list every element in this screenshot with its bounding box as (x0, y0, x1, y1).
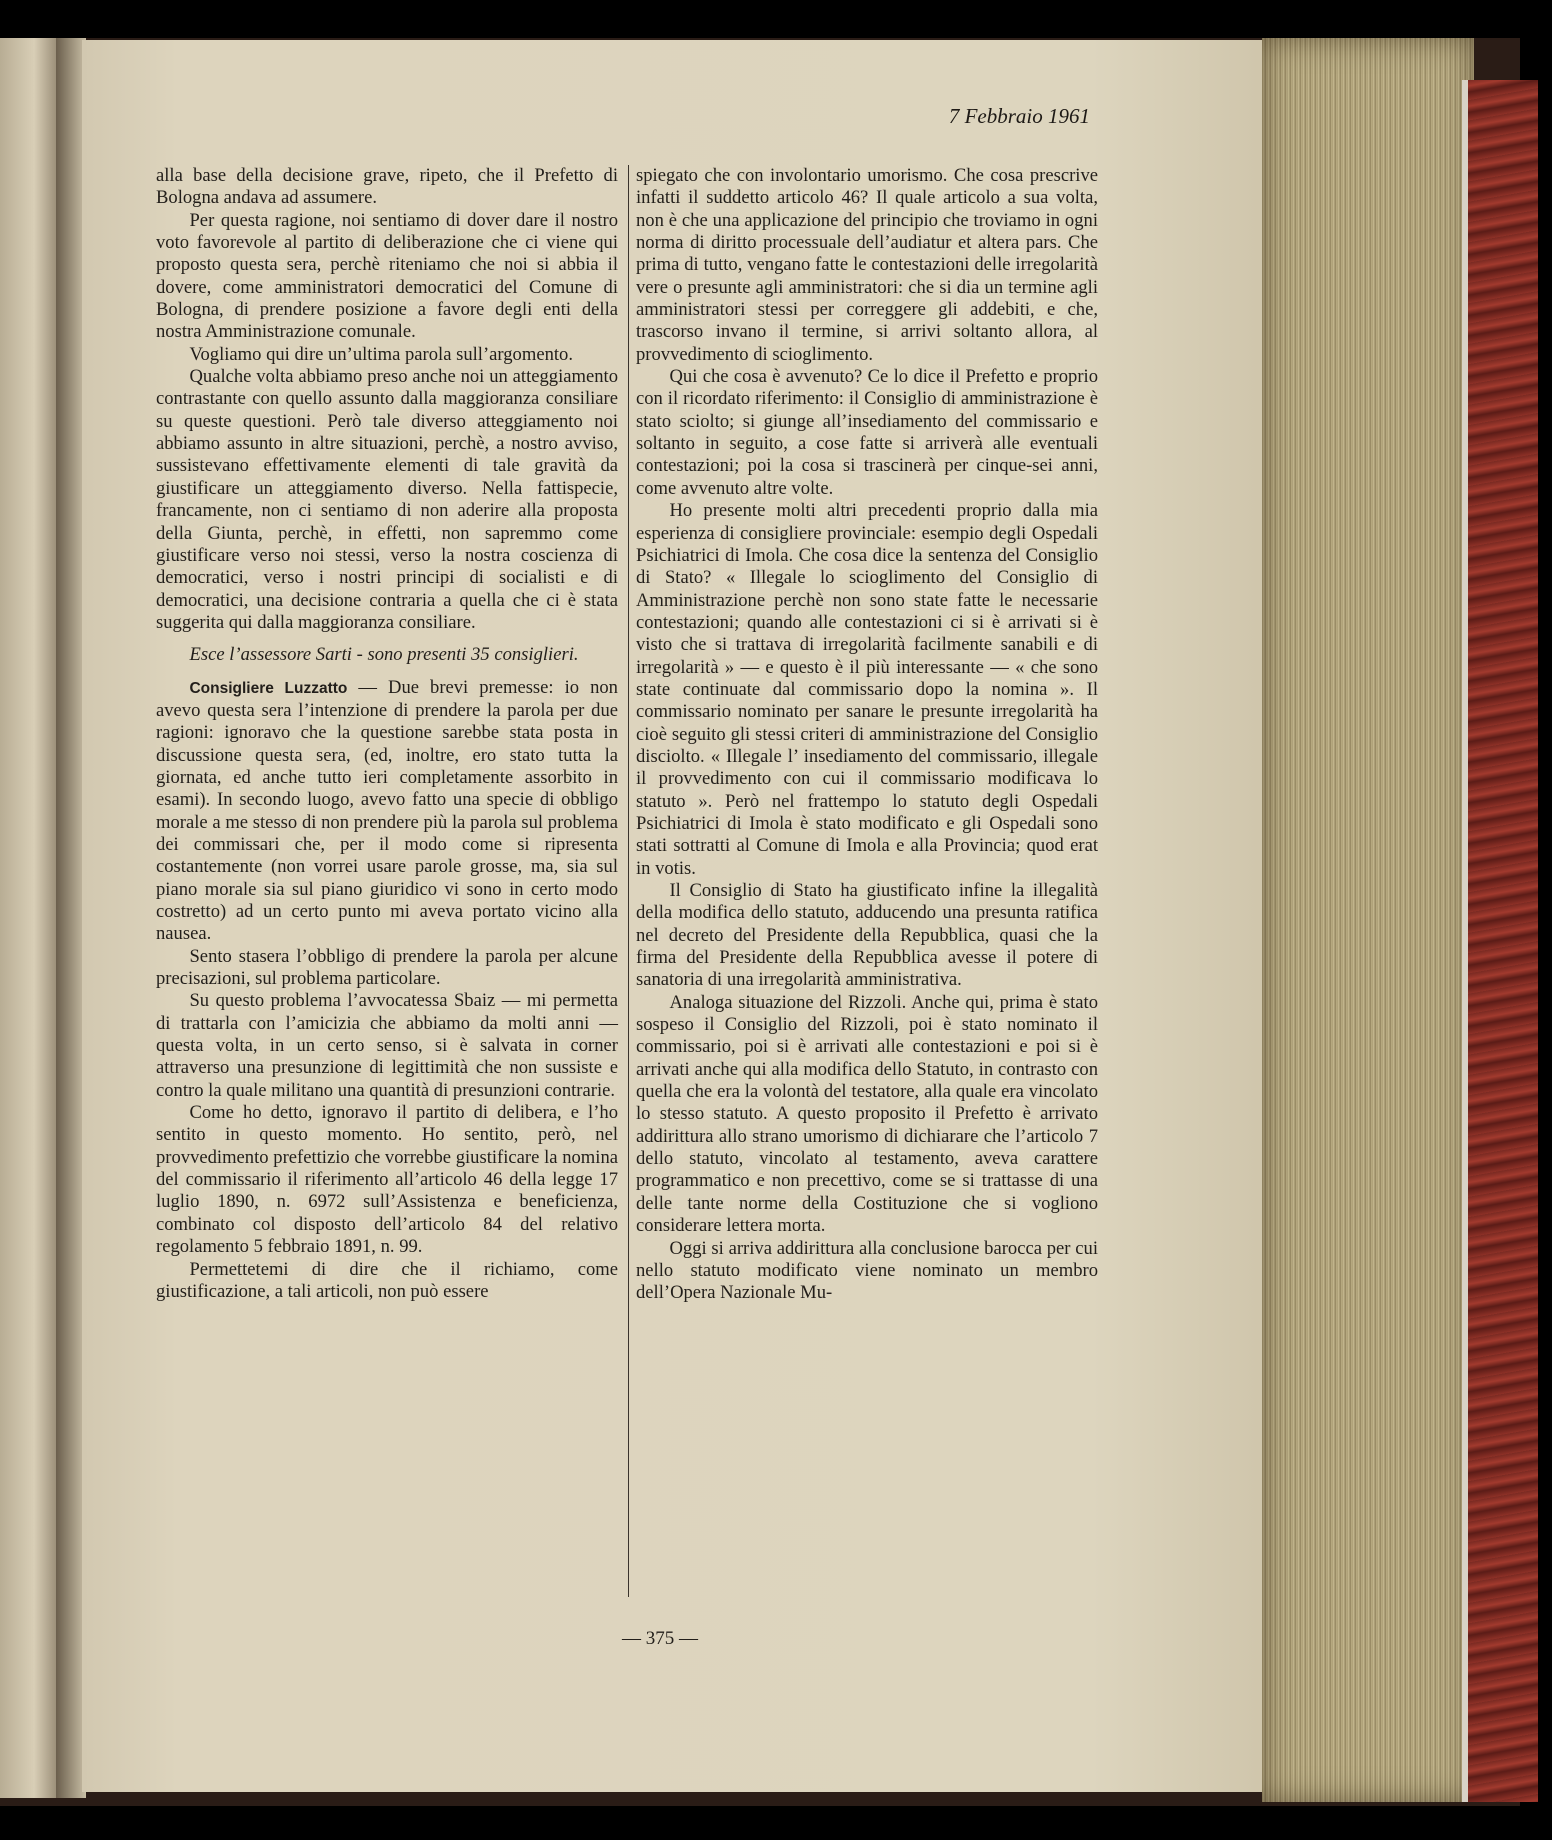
paragraph: Permettetemi di dire che il richiamo, come giustificazione, a tali articoli, non può essere (156, 1258, 618, 1302)
paragraph: Analoga situazione del Rizzoli. Anche qui, prima è stato sospeso il Consiglio del Rizzoli, poi è stato nominato il commissario, poi si è arrivati alle contestazioni e poi si è arrivati anche qui alla modifica dello Statuto, in contrasto con quella che era la volontà del testatore, alla quale era vincolato lo stesso statuto. A questo proposito il Prefetto è arrivato addirittura allo strano umorismo di dichiarare che l’articolo 7 dello statuto, vincolato al testamento, aveva carattere programmatico e non precettivo, come se si trattasse di una delle tante norme della Costituzione che si vogliono considerare lettera morta. (636, 991, 1098, 1237)
paragraph: Su questo problema l’avvocatessa Sbaiz — mi permetta di trattarla con l’amicizia che abbiamo da molti anni — questa volta, in un certo senso, si è salvata in corner attraverso una presunzione di legittimità che non sussiste e contro la quale militano una quantità di presunzioni contrarie. (156, 990, 618, 1101)
paragraph: alla base della decisione grave, ripeto, che il Prefetto di Bologna andava ad assumere. (156, 165, 618, 209)
paragraph: spiegato che con involontario umorismo. Che cosa prescrive infatti il suddetto articolo 46? Il quale articolo a sua volta, non è che una applicazione del principio che troviamo in ogni norma di diritto processuale dell’audiatur et altera pars. Che prima di tutto, vengano fatte le contestazioni delle irregolarità vere o presunte agli amministratori: che si dia un termine agli amministratori stessi per correggere gli addebiti, e che, trascorso invano il termine, si arrivi soltanto allora, al provvedimento di scioglimento. (636, 165, 1098, 365)
speaker-name: Consigliere Luzzatto (189, 679, 348, 697)
paragraph: Ho presente molti altri precedenti proprio dalla mia esperienza di consigliere provinciale: esempio degli Ospedali Psichiatrici di Imola. Che cosa dice la sentenza del Consiglio di Stato? « Illegale lo scioglimento del Consiglio di Amministrazione perchè non sono state fatte le necessarie contestazioni; quando alle contestazioni ci si è arrivati si è visto che si trattava di irregolarità facilmente sanabili e di irregolarità » — e questo è il più interessante — « che sono state continuate dal commissario dopo la nomina ». Il commissario nominato per sanare le presunte irregolarità ha cioè seguito gli stessi criteri di amministrazione del Consiglio disciolto. « Illegale l’ insediamento del commissario, illegale il provvedimento con cui il commissario modificava lo statuto ». Però nel frattempo lo statuto degli Ospedali Psichiatrici di Imola è stato modificato e gli Ospedali sono stati sottratti al Comune di Imola e alla Provincia; quod erat in votis. (636, 500, 1098, 879)
page-stack-edges (1262, 38, 1474, 1802)
stage-direction: Esce l’assessore Sarti - sono presenti 35 consiglieri. (189, 644, 579, 666)
paragraph: Vogliamo qui dire un’ultima parola sull’argomento. (189, 343, 573, 365)
running-header-date: 7 Febbraio 1961 (948, 104, 1090, 128)
speech-paragraph (156, 677, 618, 946)
paragraph: Il Consiglio di Stato ha giustificato infine la illegalità della modifica dello statuto, adducendo una presunta ratifica nel decreto del Presidente della Repubblica, quasi che la firma del Presidente della Repubblica avesse il potere di sanatoria di una irregolarità amministrativa. (636, 880, 1098, 991)
paragraph: Oggi si arriva addirittura alla conclusione barocca per cui nello statuto modificato viene nominato un membro dell’Opera Nazionale Mu- (636, 1237, 1098, 1304)
left-column (156, 165, 618, 1303)
speech-text: — Due brevi premesse: io non avevo questa sera l’intenzione di prendere la parola per due ragioni: ignoravo che la questione sarebbe stata posta in discussione questa sera, (ed, inoltre, ero stato tutta la giornata, ed anche tutto ieri completamente assorbito in esami). In secondo luogo, avevo fatto una specie di obbligo morale a me stesso di non prendere più la parola sul problema dei commissari che, per il modo come si ripresenta costantemente (non vorrei usare parole grosse, ma, sia sul piano morale sia sul piano giuridico vi sono in certo modo costretto) ad un certo punto mi aveva portato vicino alla nausea. (156, 676, 618, 945)
paragraph: Qualche volta abbiamo preso anche noi un atteggiamento contrastante con quello assunto dalla maggioranza consiliare su queste questioni. Però tale diverso atteggiamento noi abbiamo assunto in altre situazioni, perchè, a nostro avviso, sussistevano effettivamente elementi di tale gravità da giustificare un atteggiamento diverso. Nella fattispecie, francamente, non ci sentiamo di non aderire alla proposta della Giunta, perchè, in effetti, non sapremmo come giustificare verso noi stessi, verso la nostra coscienza di democratici, verso i nostri principi di socialisti e di democratici, una decisione contraria a quella che ci è stata suggerita qui dalla maggioranza consiliare. (156, 366, 618, 633)
paragraph: Come ho detto, ignoravo il partito di delibera, e l’ho sentito in questo momento. Ho sentito, però, nel provvedimento prefettizio che vorrebbe giustificare la nomina del commissario il riferimento all’articolo 46 della legge 17 luglio 1890, n. 6972 sull’Assistenza e beneficienza, combinato col disposto dell’articolo 84 del relativo regolamento 5 febbraio 1891, n. 99. (156, 1102, 618, 1258)
paragraph: Qui che cosa è avvenuto? Ce lo dice il Prefetto e proprio con il ricordato riferimento: il Consiglio di amministrazione è stato sciolto; si giunge all’insediamento del commissario e soltanto in seguito, a cose fatte si arriverà alle eventuali contestazioni; poi la cosa si trascinerà per cinque-sei anni, come avvenuto altre volte. (636, 366, 1098, 499)
paragraph: Sento stasera l’obbligo di prendere la parola per alcune precisazioni, sul problema particolare. (156, 945, 618, 990)
marbled-cover (1468, 80, 1538, 1802)
column-divider (628, 165, 629, 1597)
right-column (636, 165, 1098, 1305)
facing-page-edge (0, 38, 62, 1798)
paragraph: Per questa ragione, noi sentiamo di dover dare il nostro voto favorevole al partito di deliberazione che ci viene qui proposto questa sera, perchè riteniamo che noi si abbia il dovere, come amministratori democratici del Comune di Bologna, di prendere posizione a favore degli enti della nostra Amministrazione comunale. (156, 209, 618, 343)
page-number: — 375 — (622, 1628, 698, 1649)
